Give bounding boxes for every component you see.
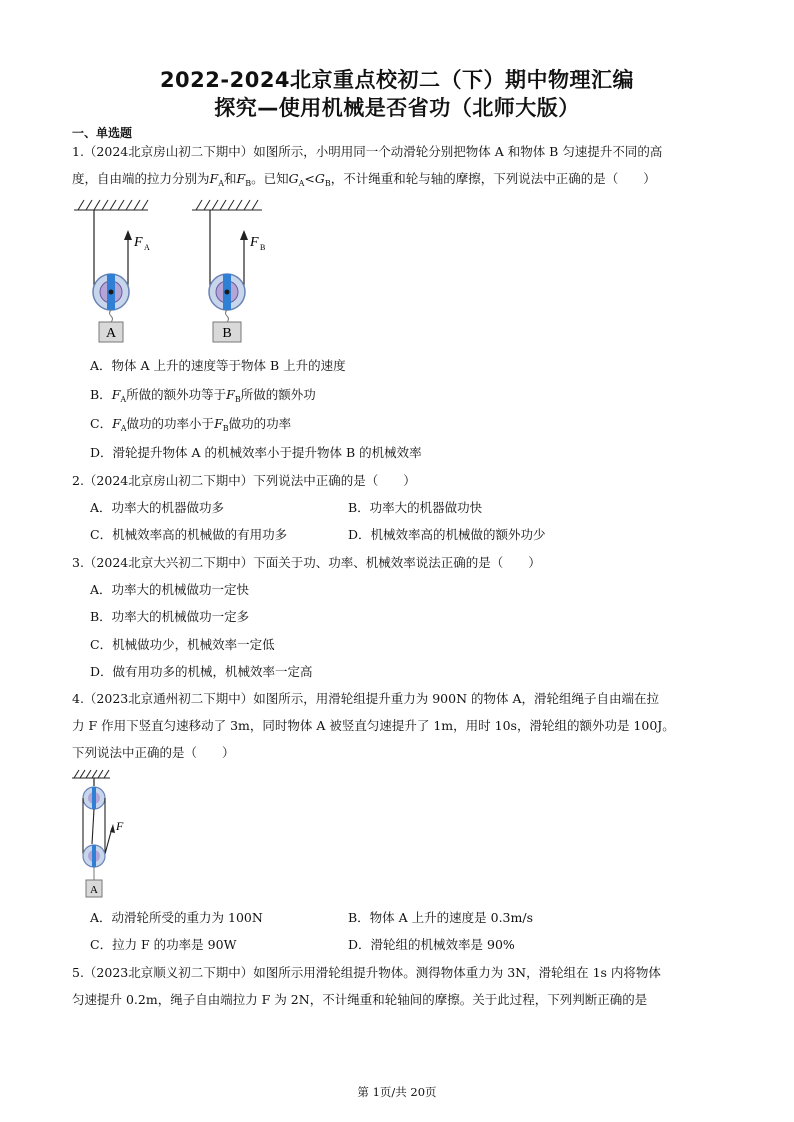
q2-option-c[interactable]: C．机械效率高的机械做的有用功多 [90,527,288,542]
q3-option-c[interactable]: C．机械做功少，机械效率一定低 [90,637,275,652]
q4-stem-line1: 4.（2023北京通州初二下期中）如图所示，用滑轮组提升重力为 900N 的物体 A，滑轮组绳子自由端在拉 [72,691,659,706]
svg-text:A: A [90,884,98,896]
q4-stem-line2: 力 F 作用下竖直匀速移动了 3m，同时物体 A 被竖直匀速提升了 1m，用时 10s，滑轮组的额外功是 100J。 [72,718,675,733]
q1-option-d[interactable]: D．滑轮提升物体 A 的机械效率小于提升物体 B 的机械效率 [90,445,422,460]
q3-option-a[interactable]: A．功率大的机械做功一定快 [90,582,250,597]
q1-stem-line2: 度，自由端的拉力分别为$F_A$和$F_B$。已知$G_A<G_B$，不计绳重和轮与轴的摩擦，下列说法中正确的是（ ） [72,171,656,188]
arrow-up-icon [124,230,132,240]
q1-option-a[interactable]: A．物体 A 上升的速度等于物体 B 上升的速度 [90,358,346,373]
svg-text:F: F [134,235,143,250]
q2-stem: 2.（2024北京房山初二下期中）下列说法中正确的是（ ） [72,473,416,488]
q4-option-b[interactable]: B．物体 A 上升的速度是 0.3m/s [348,910,533,925]
force-a-symbol: F [209,171,219,186]
q2-option-d[interactable]: D．机械效率高的机械做的额外功少 [348,527,546,542]
svg-text:F: F [250,235,259,250]
q1-option-c[interactable]: C．$F_A$做功的功率小于$F_B$做功的功率 [90,416,292,433]
document-title-line1: 2022-2024北京重点校初二（下）期中物理汇编 [159,68,635,92]
svg-text:B: B [222,326,232,341]
arrow-up-icon [240,230,248,240]
q5-stem-line2: 匀速提升 0.2m，绳子自由端拉力 F 为 2N，不计绳重和轮轴间的摩擦。关于此过程，下列判断正确的是 [72,992,648,1007]
rope-middle [92,809,94,844]
pulley-b-figure [190,196,280,346]
hook-icon [110,310,113,322]
q2-option-b[interactable]: B．功率大的机器做功快 [348,500,483,515]
q2-option-a[interactable]: A．功率大的机器做功多 [90,500,225,515]
ceiling-hatch [74,200,148,210]
q4-option-d[interactable]: D．滑轮组的机械效率是 90% [348,937,515,952]
q4-stem-line3: 下列说法中正确的是（ ） [72,745,235,760]
q3-option-b[interactable]: B．功率大的机械做功一定多 [90,609,250,624]
ceiling-hatch [72,770,110,778]
hook-icon [226,310,229,322]
section-heading: 一、单选题 [72,126,133,140]
ceiling-hatch [192,200,262,210]
q4-option-a[interactable]: A．动滑轮所受的重力为 100N [90,910,263,925]
pulley-a-figure [72,196,162,346]
force-b-symbol: F [236,171,246,186]
q1-option-b[interactable]: B．$F_A$所做的额外功等于$F_B$所做的额外功 [90,387,316,404]
arrow-up-icon [110,824,115,833]
pulley-system-figure [70,768,140,900]
q5-stem-line1: 5.（2023北京顺义初二下期中）如图所示用滑轮组提升物体。测得物体重力为 3N，滑轮组在 1s 内将物体 [72,965,661,980]
q3-option-d[interactable]: D．做有用功多的机械，机械效率一定高 [90,664,313,679]
q4-option-c[interactable]: C．拉力 F 的功率是 90W [90,937,237,952]
page-footer: 第 1页/共 20页 [357,1085,437,1099]
document-title-line2: 探究—使用机械是否省功（北师大版） [214,96,580,120]
svg-text:F: F [116,819,124,833]
svg-text:A: A [105,326,117,341]
svg-text:B: B [260,243,266,252]
q3-stem: 3.（2024北京大兴初二下期中）下面关于功、功率、机械效率说法正确的是（ ） [72,555,541,570]
svg-text:A: A [144,243,150,252]
q1-stem-line1: 1.（2024北京房山初二下期中）如图所示，小明用同一个动滑轮分别把物体 A 和物体 B 匀速提升不同的高 [72,144,663,159]
